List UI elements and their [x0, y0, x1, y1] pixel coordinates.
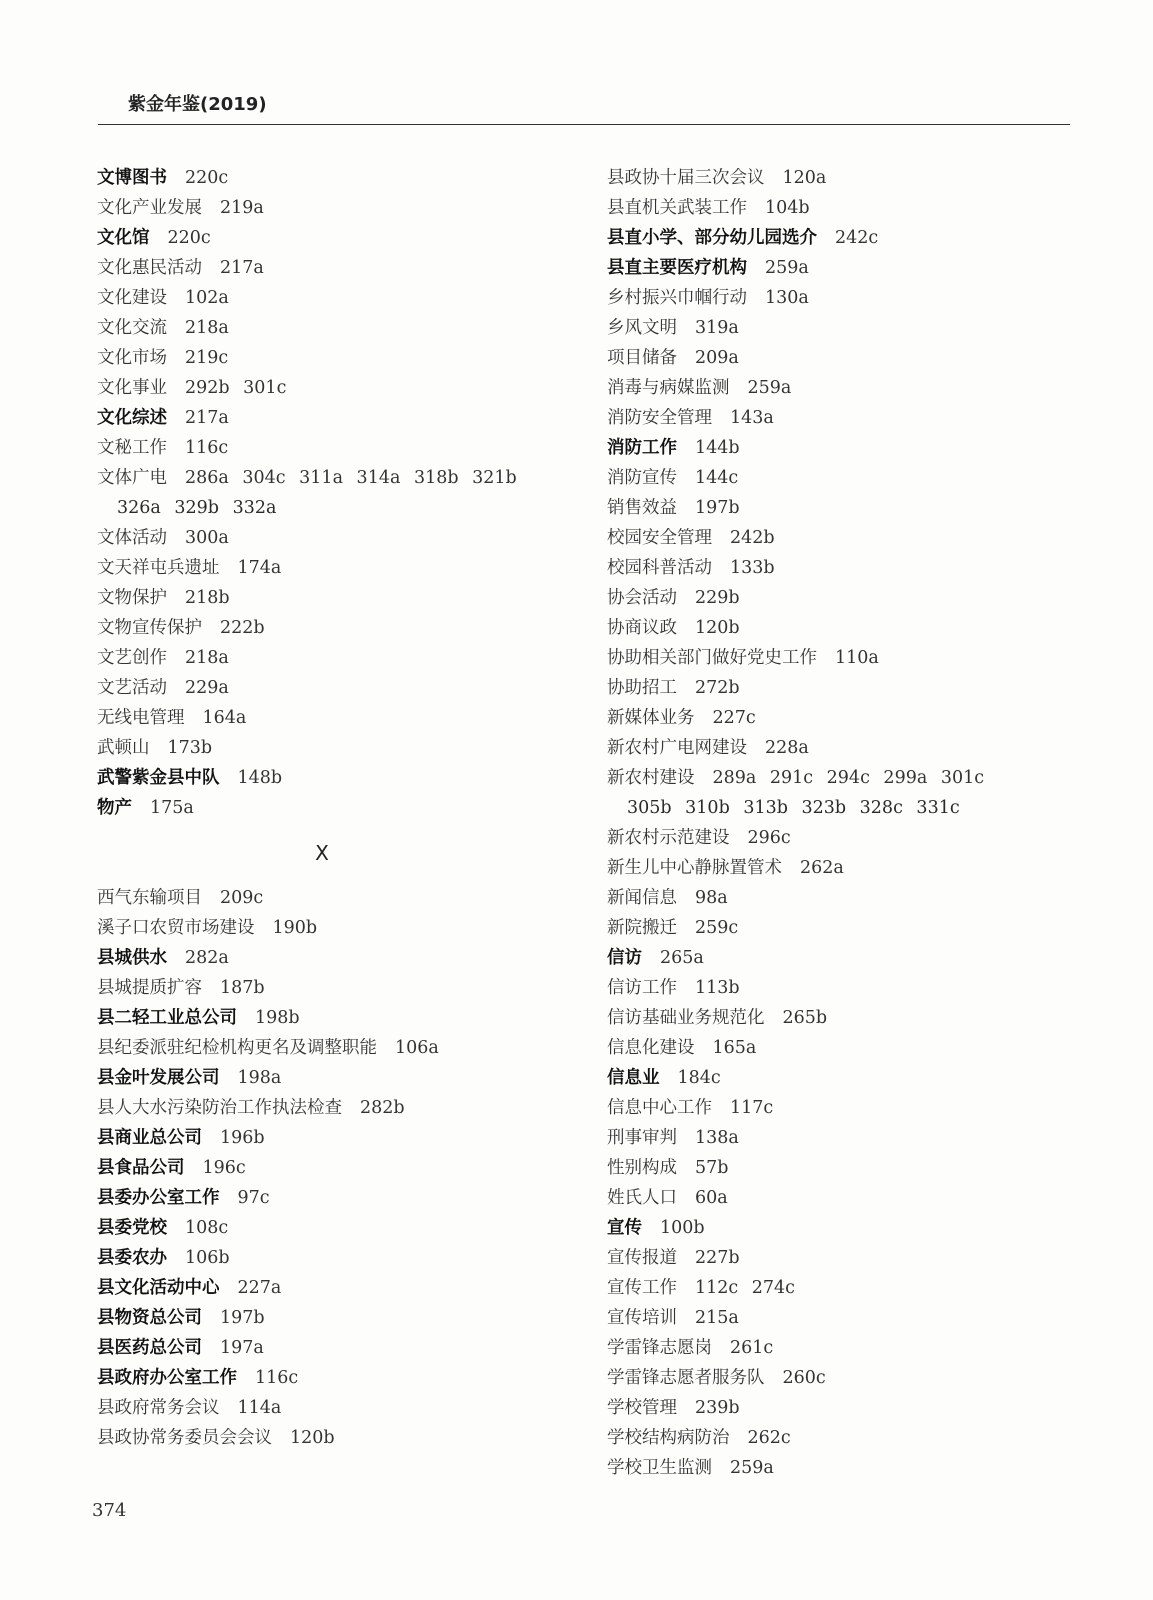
section-letter-x: X: [315, 841, 329, 865]
index-page-refs: 209a: [695, 348, 739, 368]
index-page-refs: 198a: [237, 1068, 282, 1088]
index-term: 信访工作: [607, 978, 677, 998]
index-term: 武警紫金县中队: [97, 768, 220, 788]
index-page-refs: 259a: [765, 258, 809, 278]
index-page-refs: 260c: [782, 1368, 826, 1388]
index-entry: [607, 883, 1077, 913]
index-term: 新生儿中心静脉置管术: [607, 858, 782, 878]
index-term: 信息中心工作: [607, 1098, 712, 1118]
index-entry: [97, 1363, 547, 1393]
index-term: 文化事业: [97, 378, 167, 398]
index-page-refs: 282b: [360, 1098, 405, 1118]
index-entry: [97, 403, 547, 433]
index-entry: [607, 1093, 1077, 1123]
index-page-refs: 116c: [255, 1368, 299, 1388]
index-entry: [607, 253, 1077, 283]
index-page-refs: 265a: [660, 948, 704, 968]
index-term: 校园科普活动: [607, 558, 712, 578]
index-page-refs: 220c: [185, 168, 229, 188]
index-entry: [607, 703, 1077, 733]
index-page-refs: 227c: [712, 708, 756, 728]
index-term: 文物宣传保护: [97, 618, 202, 638]
index-page-refs: 272b: [695, 678, 740, 698]
index-page-refs: 229a: [185, 678, 229, 698]
index-term: 宣传培训: [607, 1308, 677, 1328]
index-entry: [97, 283, 547, 313]
index-term: 新农村示范建设: [607, 828, 730, 848]
index-group-w: [97, 163, 547, 823]
index-entry: [97, 1243, 547, 1273]
index-entry: [607, 463, 1077, 493]
index-term: 县政府办公室工作: [97, 1368, 237, 1388]
index-entry: [607, 1273, 1077, 1303]
index-term: 县政协十届三次会议: [607, 168, 765, 188]
index-entry: [97, 1303, 547, 1333]
index-page-refs-continued: 305b 310b 313b 323b 328c 331c: [627, 798, 960, 818]
index-page-refs: 60a: [695, 1188, 728, 1208]
index-term: 刑事审判: [607, 1128, 677, 1148]
index-term: 宣传报道: [607, 1248, 677, 1268]
index-term: 学校卫生监测: [607, 1458, 712, 1478]
index-entry: [97, 313, 547, 343]
index-page-refs: 218b: [185, 588, 230, 608]
index-term: 文化馆: [97, 228, 150, 248]
index-entry: [607, 973, 1077, 1003]
index-term: 文化惠民活动: [97, 258, 202, 278]
index-term: 校园安全管理: [607, 528, 712, 548]
index-entry: [97, 943, 547, 973]
header-rule: [98, 124, 1070, 125]
index-page-refs: 174a: [237, 558, 282, 578]
index-page-refs: 209c: [220, 888, 264, 908]
index-entry: [607, 1213, 1077, 1243]
index-term: 县物资总公司: [97, 1308, 202, 1328]
index-page-refs: 116c: [185, 438, 229, 458]
index-entry: [97, 1003, 547, 1033]
index-entry: [97, 373, 547, 403]
index-term: 县医药总公司: [97, 1338, 202, 1358]
index-page-refs: 228a: [765, 738, 809, 758]
index-term: 县政协常务委员会会议: [97, 1428, 272, 1448]
index-entry: [97, 733, 547, 763]
index-term: 县直小学、部分幼儿园选介: [607, 228, 817, 248]
index-page-refs: 190b: [272, 918, 318, 938]
index-page-refs: 219c: [185, 348, 229, 368]
index-page-refs: 282a: [185, 948, 229, 968]
index-page-refs: 217a: [185, 408, 229, 428]
index-page-refs: 102a: [185, 288, 229, 308]
index-page-refs: 261c: [730, 1338, 774, 1358]
index-entry: [607, 193, 1077, 223]
index-page-refs: 217a: [220, 258, 264, 278]
index-page-refs: 242b: [730, 528, 775, 548]
index-page-refs: 222b: [220, 618, 265, 638]
index-entry: [607, 1003, 1077, 1033]
index-entry: [607, 853, 1077, 883]
index-page-refs: 106a: [395, 1038, 439, 1058]
index-entry: [607, 1033, 1077, 1063]
index-term: 文化建设: [97, 288, 167, 308]
index-entry: [97, 1063, 547, 1093]
index-entry: [97, 643, 547, 673]
index-term: 信息业: [607, 1068, 660, 1088]
index-page-refs: 120a: [782, 168, 827, 188]
index-entry: [607, 313, 1077, 343]
index-group-x-continued: [607, 163, 1077, 1483]
index-term: 武顿山: [97, 738, 150, 758]
index-entry: [607, 163, 1077, 193]
index-term: 文化市场: [97, 348, 167, 368]
index-page-refs: 227a: [237, 1278, 282, 1298]
index-page-refs: 197b: [220, 1308, 265, 1328]
index-page-refs: 120b: [695, 618, 740, 638]
index-column-right: [607, 163, 1077, 1483]
index-entry: [607, 673, 1077, 703]
index-page-refs: 239b: [695, 1398, 740, 1418]
index-entry: [607, 1303, 1077, 1333]
index-entry: [607, 433, 1077, 463]
index-entry: [97, 343, 547, 373]
index-entry: [607, 1243, 1077, 1273]
index-term: 文秘工作: [97, 438, 167, 458]
index-page-refs: 218a: [185, 318, 229, 338]
index-page-refs: 114a: [237, 1398, 282, 1418]
index-page-refs: 292b 301c: [185, 378, 287, 398]
index-entry: [97, 913, 547, 943]
index-entry: [97, 463, 547, 523]
index-term: 学雷锋志愿者服务队: [607, 1368, 765, 1388]
index-term: 西气东输项目: [97, 888, 202, 908]
index-entry: [607, 373, 1077, 403]
index-entry: [97, 1183, 547, 1213]
index-page-refs: 165a: [712, 1038, 757, 1058]
index-page-refs: 184c: [677, 1068, 721, 1088]
index-term: 县纪委派驻纪检机构更名及调整职能: [97, 1038, 377, 1058]
index-entry: [607, 1333, 1077, 1363]
index-term: 县直主要医疗机构: [607, 258, 747, 278]
index-page-refs: 144b: [695, 438, 740, 458]
index-entry: [97, 1273, 547, 1303]
index-page-refs: 108c: [185, 1218, 229, 1238]
index-entry: [97, 583, 547, 613]
index-term: 信访基础业务规范化: [607, 1008, 765, 1028]
index-page-refs: 198b: [255, 1008, 300, 1028]
index-entry: [607, 343, 1077, 373]
index-term: 信息化建设: [607, 1038, 695, 1058]
index-page-refs: 229b: [695, 588, 740, 608]
index-page-refs: 289a 291c 294c 299a 301c: [712, 768, 985, 788]
index-page-refs: 187b: [220, 978, 265, 998]
index-page-refs: 259c: [695, 918, 739, 938]
index-term: 协助招工: [607, 678, 677, 698]
index-entry: [97, 1153, 547, 1183]
index-page-refs: 196b: [220, 1128, 265, 1148]
index-entry: [97, 1033, 547, 1063]
index-page-refs: 197b: [695, 498, 740, 518]
index-term: 县城提质扩容: [97, 978, 202, 998]
index-page-refs: 120b: [290, 1428, 335, 1448]
index-page-refs: 227b: [695, 1248, 740, 1268]
index-page-refs: 218a: [185, 648, 229, 668]
index-term: 县委农办: [97, 1248, 167, 1268]
index-page-refs: 98a: [695, 888, 728, 908]
index-page-refs: 265b: [782, 1008, 828, 1028]
index-term: 县委党校: [97, 1218, 167, 1238]
index-page-refs: 197a: [220, 1338, 264, 1358]
index-page-refs-continued: 326a 329b 332a: [117, 498, 277, 518]
index-term: 县城供水: [97, 948, 167, 968]
index-entry: [607, 733, 1077, 763]
index-page-refs: 164a: [202, 708, 247, 728]
index-entry: [607, 553, 1077, 583]
index-page-refs: 104b: [765, 198, 810, 218]
index-entry: [97, 223, 547, 253]
index-term: 县人大水污染防治工作执法检查: [97, 1098, 342, 1118]
index-term: 协会活动: [607, 588, 677, 608]
index-term: 协商议政: [607, 618, 677, 638]
index-term: 县文化活动中心: [97, 1278, 220, 1298]
index-term: 县食品公司: [97, 1158, 185, 1178]
index-entry: [97, 253, 547, 283]
index-term: 宣传工作: [607, 1278, 677, 1298]
index-entry: [97, 1423, 547, 1453]
index-term: 新农村广电网建设: [607, 738, 747, 758]
index-page-refs: 133b: [730, 558, 775, 578]
index-entry: [607, 1423, 1077, 1453]
index-entry: [97, 793, 547, 823]
index-entry: [607, 403, 1077, 433]
index-term: 文博图书: [97, 168, 167, 188]
index-term: 乡村振兴巾帼行动: [607, 288, 747, 308]
index-term: 消防安全管理: [607, 408, 712, 428]
page-number: 374: [92, 1500, 127, 1521]
index-entry: [607, 1153, 1077, 1183]
index-term: 信访: [607, 948, 642, 968]
index-term: 文艺创作: [97, 648, 167, 668]
index-term: 物产: [97, 798, 132, 818]
index-entry: [607, 1183, 1077, 1213]
index-entry: [97, 883, 547, 913]
index-entry: [97, 1393, 547, 1423]
index-entry: [607, 613, 1077, 643]
index-entry: [97, 1213, 547, 1243]
index-entry: [607, 283, 1077, 313]
index-page-refs: 112c 274c: [695, 1278, 795, 1298]
index-term: 溪子口农贸市场建设: [97, 918, 255, 938]
index-entry: [97, 703, 547, 733]
index-entry: [607, 1453, 1077, 1483]
index-column-left: [97, 163, 547, 1453]
index-term: 消防工作: [607, 438, 677, 458]
index-term: 文化综述: [97, 408, 167, 428]
index-page-refs: 262c: [747, 1428, 791, 1448]
index-term: 学雷锋志愿岗: [607, 1338, 712, 1358]
index-page-refs: 57b: [695, 1158, 729, 1178]
index-term: 县二轻工业总公司: [97, 1008, 237, 1028]
index-term: 新农村建设: [607, 768, 695, 788]
index-entry: [607, 1123, 1077, 1153]
index-term: 新媒体业务: [607, 708, 695, 728]
index-page-refs: 110a: [835, 648, 879, 668]
index-term: 新院搬迁: [607, 918, 677, 938]
index-entry: [97, 433, 547, 463]
index-entry: [607, 913, 1077, 943]
index-entry: [97, 553, 547, 583]
index-page-refs: 130a: [765, 288, 809, 308]
running-head: 紫金年鉴(2019): [128, 94, 267, 115]
index-page-refs: 97c: [237, 1188, 270, 1208]
index-group-x: [97, 883, 547, 1453]
index-page-refs: 319a: [695, 318, 739, 338]
index-page-refs: 100b: [660, 1218, 705, 1238]
index-entry: [607, 763, 1077, 823]
index-page-refs: 173b: [167, 738, 213, 758]
index-term: 宣传: [607, 1218, 642, 1238]
index-term: 消毒与病媒监测: [607, 378, 730, 398]
index-term: 新闻信息: [607, 888, 677, 908]
index-page-refs: 138a: [695, 1128, 739, 1148]
index-entry: [97, 613, 547, 643]
index-term: 文艺活动: [97, 678, 167, 698]
index-page-refs: 262a: [800, 858, 844, 878]
index-page-refs: 144c: [695, 468, 739, 488]
index-entry: [607, 493, 1077, 523]
index-term: 乡风文明: [607, 318, 677, 338]
index-entry: [607, 943, 1077, 973]
index-term: 学校结构病防治: [607, 1428, 730, 1448]
index-page-refs: 117c: [730, 1098, 774, 1118]
index-page-refs: 106b: [185, 1248, 230, 1268]
index-term: 协助相关部门做好党史工作: [607, 648, 817, 668]
index-entry: [607, 823, 1077, 853]
index-term: 县直机关武装工作: [607, 198, 747, 218]
index-term: 文体活动: [97, 528, 167, 548]
index-term: 县委办公室工作: [97, 1188, 220, 1208]
index-term: 性别构成: [607, 1158, 677, 1178]
index-entry: [97, 1333, 547, 1363]
index-term: 文物保护: [97, 588, 167, 608]
index-entry: [97, 673, 547, 703]
index-term: 无线电管理: [97, 708, 185, 728]
index-term: 学校管理: [607, 1398, 677, 1418]
index-term: 县政府常务会议: [97, 1398, 220, 1418]
index-entry: [97, 1093, 547, 1123]
index-page-refs: 259a: [730, 1458, 774, 1478]
index-entry: [97, 523, 547, 553]
index-page-refs: 286a 304c 311a 314a 318b 321b: [185, 468, 517, 488]
index-entry: [607, 1363, 1077, 1393]
index-term: 销售效益: [607, 498, 677, 518]
index-page-refs: 219a: [220, 198, 264, 218]
index-term: 文化产业发展: [97, 198, 202, 218]
index-term: 县商业总公司: [97, 1128, 202, 1148]
index-term: 消防宣传: [607, 468, 677, 488]
index-term: 文体广电: [97, 468, 167, 488]
index-entry: [97, 763, 547, 793]
index-term: 县金叶发展公司: [97, 1068, 220, 1088]
index-page-refs: 215a: [695, 1308, 739, 1328]
index-page-refs: 175a: [150, 798, 194, 818]
index-entry: [607, 1063, 1077, 1093]
index-entry: [607, 523, 1077, 553]
index-term: 项目储备: [607, 348, 677, 368]
index-entry: [607, 583, 1077, 613]
index-entry: [607, 223, 1077, 253]
index-page-refs: 196c: [202, 1158, 246, 1178]
index-entry: [97, 193, 547, 223]
index-page-refs: 220c: [167, 228, 211, 248]
index-term: 文化交流: [97, 318, 167, 338]
index-page-refs: 148b: [237, 768, 283, 788]
index-entry: [97, 973, 547, 1003]
index-term: 文天祥屯兵遗址: [97, 558, 220, 578]
index-page-refs: 242c: [835, 228, 879, 248]
index-entry: [97, 163, 547, 193]
index-page-refs: 259a: [747, 378, 792, 398]
index-term: 姓氏人口: [607, 1188, 677, 1208]
index-page-refs: 143a: [730, 408, 774, 428]
index-entry: [607, 1393, 1077, 1423]
index-entry: [97, 1123, 547, 1153]
index-entry: [607, 643, 1077, 673]
index-page-refs: 296c: [747, 828, 791, 848]
index-page-refs: 300a: [185, 528, 229, 548]
index-page-refs: 113b: [695, 978, 740, 998]
